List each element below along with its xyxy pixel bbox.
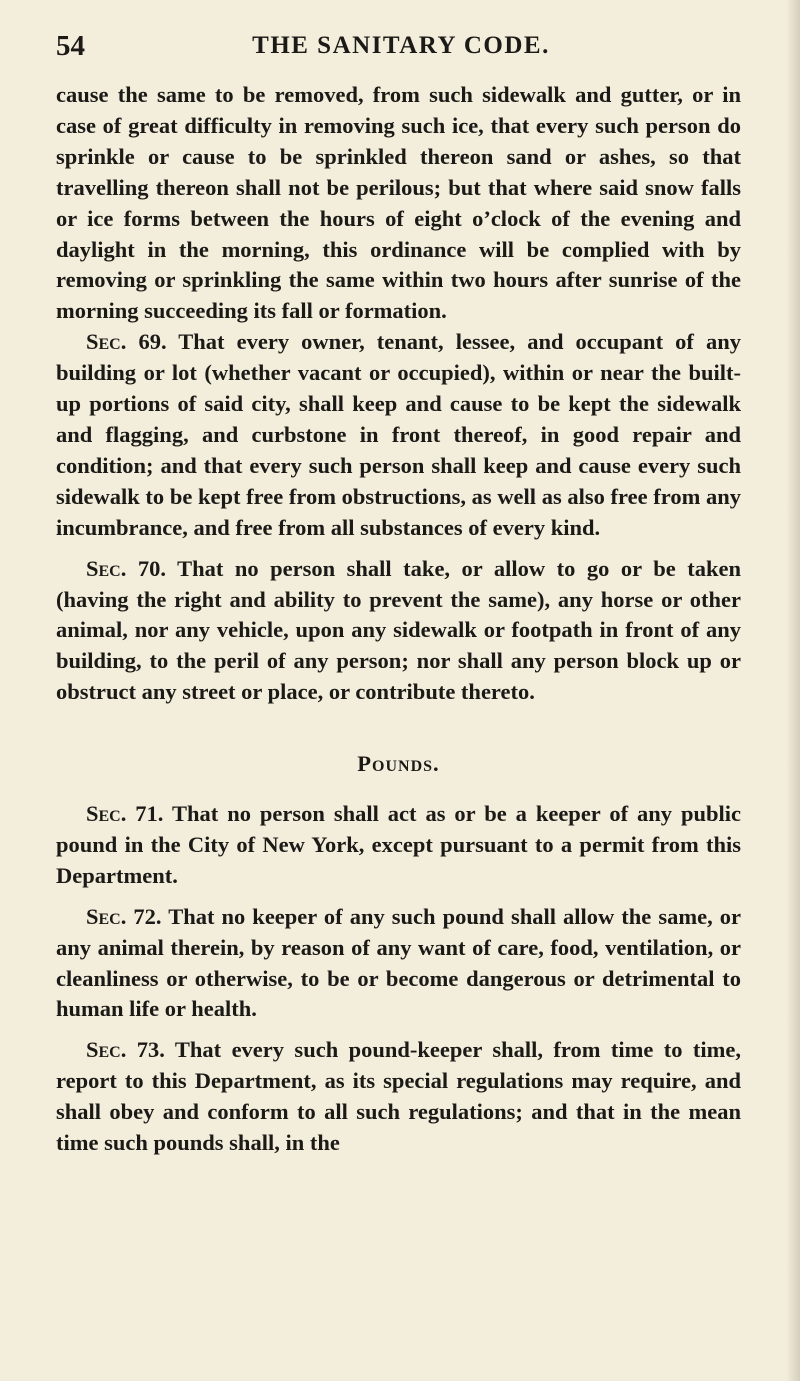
- page-edge-shadow: [786, 0, 800, 1381]
- section-heading-pounds: Pounds.: [357, 751, 440, 777]
- paragraph-sec-71: [56, 799, 741, 892]
- body-text: [56, 80, 741, 1159]
- section-label: Sec. 70.: [86, 555, 166, 581]
- paragraph-sec-69: [56, 327, 741, 543]
- page-number: 54: [56, 30, 85, 62]
- paragraph-continuation: [56, 80, 741, 327]
- section-label: Sec. 73.: [86, 1037, 165, 1063]
- paragraph-sec-72: [56, 902, 741, 1026]
- paragraph-text: That no person shall take, or allow to go or be taken (having the right and ability to prevent the same), any horse or other animal, nor any vehicle, upon any sidewalk or footpath in front of any building, to the peril of any person; nor shall any person block up or obstruct any street or place, or contribute thereto.: [56, 555, 741, 705]
- paragraph-text: cause the same to be removed, from such sidewalk and gutter, or in case of great difficulty in removing such ice, that every such person do sprinkle or cause to be sprinkled thereon sand or ashes, so that travelling thereon shall not be perilous; but that where said snow falls or ice forms between the hours of eight o’clock of the evening and daylight in the morning, this ordinance will be complied with by removing or sprinkling the same within two hours after sunrise of the morning succeeding its fall or formation.: [56, 82, 741, 324]
- section-label: Sec. 69.: [86, 329, 167, 355]
- section-label: Sec. 71.: [86, 801, 164, 827]
- paragraph-text: That every owner, tenant, lessee, and occupant of any building or lot (whether vacant or occupied), within or near the built-up portions of said city, shall keep and cause to be kept the sidewalk and flagging, and curbstone in front thereof, in good repair and condition; and that every such person shall keep and cause every such sidewalk to be kept free from obstructions, as well as also free from any incumbrance, and free from all substances of every kind.: [56, 329, 741, 540]
- paragraph-text: That no person shall act as or be a keeper of any public pound in the City of New York, except pursuant to a permit from this Department.: [56, 801, 741, 888]
- paragraph-sec-70: [56, 554, 741, 709]
- running-title: THE SANITARY CODE.: [252, 32, 550, 59]
- page-header: [56, 30, 746, 70]
- paragraph-text: That no keeper of any such pound shall allow the same, or any animal therein, by reason of any want of care, food, ventilation, or cleanliness or otherwise, to be or become dangerous or detrimental to human life or health.: [56, 903, 741, 1022]
- section-label: Sec. 72.: [86, 903, 162, 929]
- paragraph-sec-73: [56, 1035, 741, 1159]
- paragraph-text: That every such pound-keeper shall, from time to time, report to this Department, as its special regulations may require, and shall obey and conform to all such regulations; and that in the mean time such pounds shall, in the: [56, 1037, 742, 1156]
